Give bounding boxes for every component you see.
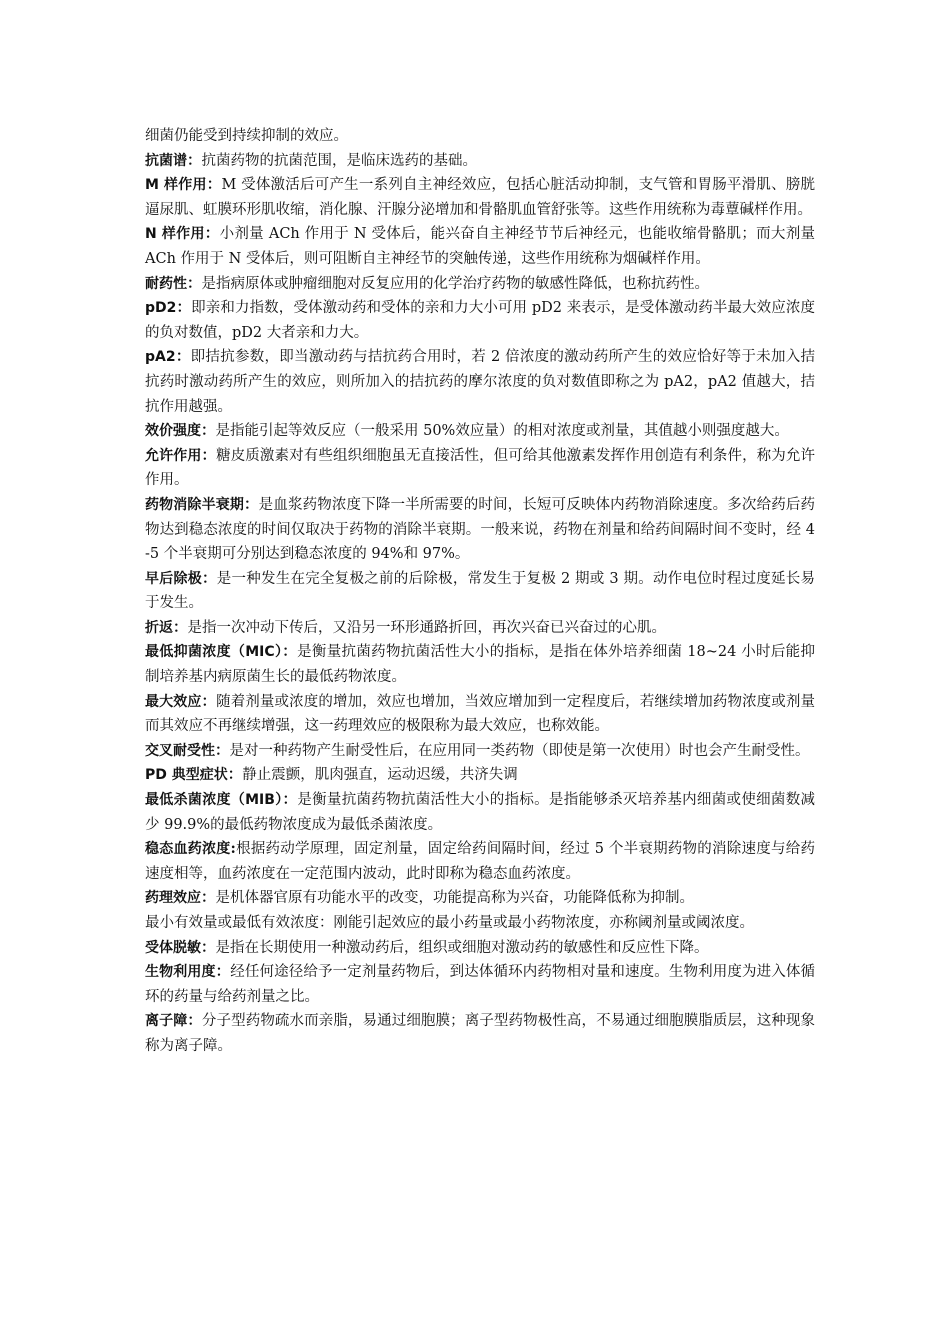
definition-potency [145,419,815,444]
entry-term: 最大效应 [145,693,202,710]
entry-text: 是指在长期使用一种激动药后，组织或细胞对激动药的敏感性和反应性下降。 [215,939,709,956]
entry-term: PD 典型症状 [145,767,228,784]
entry-separator: ： [244,495,259,513]
entry-text: 即拮抗参数，即当激动药与拮抗药合用时，若 2 倍浓度的激动药所产生的效应恰好等于未加入拮抗药时激动药所产生的效应，则所加入的拮抗药的摩尔浓度的负对数值即称之为 pA2，pA2 值越大，拮抗作用越强。 [145,349,815,415]
entry-text: 是指一次冲动下传后，又沿另一环形通路折回，再次兴奋已兴奋过的心肌。 [187,619,666,636]
entry-text: M 受体激活后可产生一系列自主神经效应，包括心脏活动抑制，支气管和胃肠平滑肌、膀胱逼尿肌、虹膜环形肌收缩，消化腺、汗腺分泌增加和骨骼肌血管舒张等。这些作用统称为毒蕈碱样作用。 [145,177,816,218]
definition-n-like-action [145,222,815,271]
definition-ion-trapping [145,1009,815,1058]
entry-separator: ： [201,422,216,440]
entry-term: pD2 [145,300,177,317]
document-body [145,124,815,1059]
entry-term: 允许作用 [145,447,202,464]
entry-term: 抗菌谱 [145,152,187,169]
entry-separator: ： [282,791,298,809]
definition-bioavailability [145,960,815,1009]
entry-term: 受体脱敏 [145,939,201,956]
entry-term: 交叉耐受性 [145,742,215,759]
definition-drug-resistance [145,272,815,297]
paragraph-continuation [145,124,815,149]
entry-separator: ： [215,741,230,759]
entry-text: 最小有效量或最低有效浓度：刚能引起效应的最小药量或最小药物浓度，亦称阈剂量或阈浓度。 [145,915,754,931]
entry-term: 稳态血药浓度 [145,841,231,858]
entry-text: 细菌仍能受到持续抑制的效应。 [145,128,348,144]
definition-pd2 [145,296,815,345]
definition-permissive-action [145,444,815,493]
entry-separator: ： [282,643,298,661]
entry-text: 是衡量抗菌药物抗菌活性大小的指标。是指能够杀灭培养基内细菌或使细菌数减少 99.9%的最低药物浓度成为最低杀菌浓度。 [145,792,816,833]
entry-text: 是对一种药物产生耐受性后，在应用同一类药物（即使是第一次使用）时也会产生耐受性。 [229,742,810,759]
entry-text: 经任何途径给予一定剂量药物后，到达体循环内药物相对量和速度。生物利用度为进入体循环的药量与给药剂量之比。 [145,964,816,1005]
definition-mic [145,640,815,689]
definition-early-afterdepolarization [145,567,815,616]
entry-text: 是指病原体或肿瘤细胞对反复应用的化学治疗药物的敏感性降低，也称抗药性。 [201,275,709,292]
entry-term: 耐药性 [145,275,187,292]
entry-text: 小剂量 ACh 作用于 N 受体后，能兴奋自主神经节节后神经元，也能收缩骨骼肌；而大剂量 ACh 作用于 N 受体后，则可阻断自主神经节的突触传递，这些作用统称为烟碱样作用。 [145,226,815,267]
entry-separator: ： [201,889,216,907]
entry-separator: ： [206,176,222,194]
entry-separator: : [230,840,236,858]
entry-term: pA2 [145,349,176,366]
entry-separator: ： [187,274,202,292]
definition-steady-state-concentration [145,837,815,886]
entry-term: 药理效应 [145,890,201,907]
definition-pharmacological-effect [145,886,815,911]
entry-separator: ： [204,225,220,243]
entry-term: 药物消除半衰期 [145,496,245,513]
entry-text: 抗菌药物的抗菌范围，是临床选药的基础。 [201,152,477,169]
definition-pa2 [145,345,815,419]
entry-term: 效价强度 [145,423,201,440]
entry-term: 离子障 [145,1013,188,1030]
definition-reentry [145,616,815,641]
definition-m-like-action [145,173,815,222]
definition-pd-symptoms [145,763,815,788]
entry-term: 折返 [145,619,173,636]
entry-separator: ： [202,569,217,587]
entry-separator: ： [201,938,216,956]
definition-cross-tolerance [145,739,815,764]
entry-term: 最低抑菌浓度（MIC） [145,644,283,661]
entry-text: 静止震颤，肌肉强直，运动迟缓，共济失调 [242,767,518,784]
entry-separator: ： [176,299,192,317]
entry-separator: ： [215,963,231,981]
entry-text: 糖皮质激素对有些组织细胞虽无直接活性，但可给其他激素发挥作用创造有利条件，称为允许作用。 [145,447,816,489]
entry-separator: ： [227,766,243,784]
definition-mbc [145,788,815,837]
entry-term: 生物利用度 [145,964,216,981]
entry-text: 随着剂量或浓度的增加，效应也增加，当效应增加到一定程度后，若继续增加药物浓度或剂量而其效应不再继续增强，这一药理效应的极限称为最大效应，也称效能。 [145,693,816,735]
definition-maximal-efficacy [145,690,815,739]
entry-term: M 样作用 [145,177,207,194]
entry-term: N 样作用 [145,226,205,243]
entry-term: 早后除极 [145,570,203,587]
entry-text: 根据药动学原理，固定剂量，固定给药间隔时间，经过 5 个半衰期药物的消除速度与给药速度相等，血药浓度在一定范围内波动，此时即称为稳态血药浓度。 [145,841,815,882]
entry-separator: ： [187,151,202,169]
entry-separator: ： [175,348,191,366]
entry-text: 是机体器官原有功能水平的改变，功能提高称为兴奋，功能降低称为抑制。 [215,890,694,907]
entry-text: 是衡量抗菌药物抗菌活性大小的指标，是指在体外培养细菌 18~24 小时后能抑制培养基内病原菌生长的最低药物浓度。 [145,644,815,686]
entry-text: 分子型药物疏水而亲脂，易通过细胞膜；离子型药物极性高，不易通过细胞膜脂质层，这种现象称为离子障。 [145,1013,816,1054]
definition-minimal-effective-dose [145,911,815,936]
entry-text: 是指能引起等效反应（一般采用 50%效应量）的相对浓度或剂量，其值越小则强度越大。 [215,423,789,440]
entry-separator: ： [201,446,217,464]
definition-antibacterial-spectrum [145,149,815,174]
entry-term: 最低杀菌浓度（MIB） [145,792,283,809]
definition-receptor-desensitization [145,936,815,961]
entry-separator: ： [187,1012,202,1030]
definition-half-life [145,493,815,567]
entry-text: 是血浆药物浓度下降一半所需要的时间，长短可反映体内药物消除速度。多次给药后药物达到稳态浓度的时间仅取决于药物的消除半衰期。一般来说，药物在剂量和给药间隔时间不变时，经 4-5 个半衰期可分别达到稳态浓度的 94%和 97%。 [145,496,816,563]
entry-separator: ： [201,692,217,710]
entry-separator: ： [173,618,188,636]
entry-text: 即亲和力指数，受体激动药和受体的亲和力大小可用 pD2 来表示，是受体激动药半最大效应浓度的负对数值，pD2 大者亲和力大。 [145,300,816,341]
entry-text: 是一种发生在完全复极之前的后除极，常发生于复极 2 期或 3 期。动作电位时程过度延长易于发生。 [145,570,816,612]
